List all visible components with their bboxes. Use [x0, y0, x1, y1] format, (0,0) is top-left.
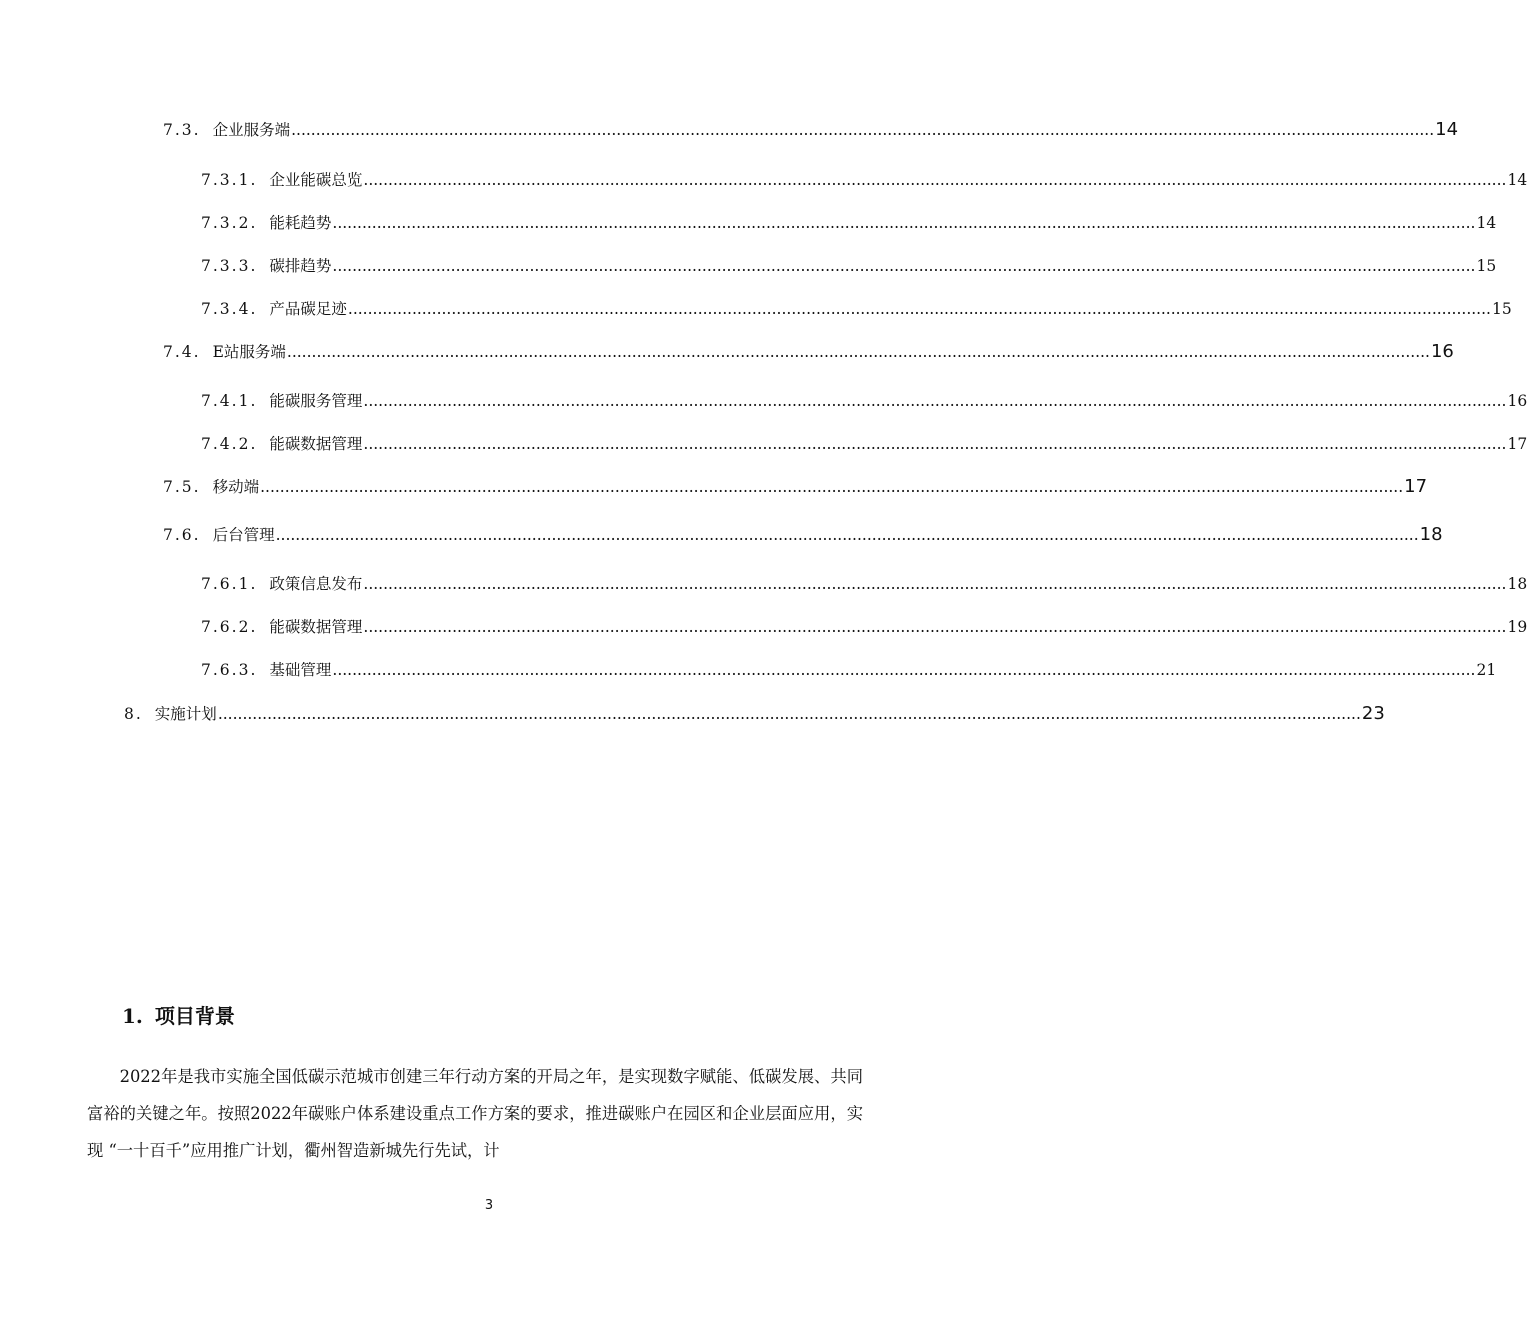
- toc-entry[interactable]: [201, 389, 1527, 411]
- toc-entry-page: 23: [1361, 703, 1385, 724]
- toc-entry[interactable]: [201, 615, 1527, 637]
- leader-dots: ........................................................................................................................................................................................................................................: [332, 214, 1476, 232]
- leader-dots: ........................................................................................................................................................................................................................................: [347, 300, 1491, 318]
- toc-entry-title: 基础管理: [269, 661, 332, 679]
- toc-entry-number: 7.6.: [163, 526, 201, 544]
- toc-entry[interactable]: [201, 254, 1497, 276]
- toc-entry-page: 15: [1476, 257, 1497, 275]
- toc-entry-number: 8.: [124, 705, 143, 723]
- toc-entry-title: 实施计划: [154, 705, 217, 723]
- toc-entry-title: 政策信息发布: [269, 575, 363, 593]
- toc-entry-title: 能碳数据管理: [269, 618, 363, 636]
- leader-dots: ........................................................................................................................................................................................................................................: [363, 575, 1507, 593]
- toc-entry-number: 7.6.3.: [201, 661, 258, 679]
- toc-entry-title: 移动端: [212, 478, 260, 496]
- toc-entry-title: 产品碳足迹: [269, 300, 347, 318]
- toc-entry-number: 7.3.4.: [201, 300, 258, 318]
- toc-entry-page: 17: [1507, 435, 1527, 453]
- toc-entry-page: 16: [1507, 392, 1527, 410]
- leader-dots: ........................................................................................................................................................................................................................................: [275, 526, 1419, 544]
- toc-entry-page: 19: [1507, 618, 1527, 636]
- toc-entry-number: 7.4.2.: [201, 435, 258, 453]
- toc-entry-title: 能耗趋势: [269, 214, 332, 232]
- toc-entry-title: 后台管理: [212, 526, 275, 544]
- leader-dots: ........................................................................................................................................................................................................................................: [291, 121, 1435, 139]
- leader-dots: ........................................................................................................................................................................................................................................: [363, 171, 1507, 189]
- section-heading: [122, 1000, 235, 1029]
- page-number: 3: [484, 1198, 494, 1213]
- toc-entry[interactable]: [124, 702, 1385, 724]
- leader-dots: ........................................................................................................................................................................................................................................: [332, 661, 1476, 679]
- toc-entry-page: 18: [1507, 575, 1527, 593]
- toc-entry-page: 18: [1419, 524, 1443, 545]
- toc-entry-number: 7.6.2.: [201, 618, 258, 636]
- leader-dots: ........................................................................................................................................................................................................................................: [332, 257, 1476, 275]
- toc-entry-number: 7.3.: [163, 121, 201, 139]
- toc-entry-page: 15: [1491, 300, 1512, 318]
- toc-entry[interactable]: [163, 475, 1428, 497]
- toc-entry-number: 7.3.1.: [201, 171, 258, 189]
- toc-entry-title: 能碳数据管理: [269, 435, 363, 453]
- toc-entry-page: 14: [1476, 214, 1497, 232]
- toc-entry-page: 17: [1404, 476, 1428, 497]
- toc-entry-title: E站服务端: [212, 343, 286, 361]
- leader-dots: ........................................................................................................................................................................................................................................: [363, 435, 1507, 453]
- toc-entry[interactable]: [201, 658, 1497, 680]
- toc-entry-page: 14: [1435, 119, 1459, 140]
- toc-entry-page: 16: [1430, 341, 1454, 362]
- toc-entry-number: 7.5.: [163, 478, 201, 496]
- toc-entry[interactable]: [163, 523, 1443, 545]
- toc-entry-title: 能碳服务管理: [269, 392, 363, 410]
- toc-entry-number: 7.6.1.: [201, 575, 258, 593]
- toc-entry-number: 7.3.2.: [201, 214, 258, 232]
- toc-entry[interactable]: [201, 211, 1497, 233]
- leader-dots: ........................................................................................................................................................................................................................................: [363, 392, 1507, 410]
- toc-entry-number: 7.3.3.: [201, 257, 258, 275]
- toc-entry[interactable]: [163, 118, 1459, 140]
- leader-dots: ........................................................................................................................................................................................................................................: [286, 343, 1430, 361]
- toc-entry-number: 7.4.: [163, 343, 201, 361]
- toc-entry-title: 企业能碳总览: [269, 171, 363, 189]
- leader-dots: ........................................................................................................................................................................................................................................: [217, 705, 1361, 723]
- body-text: [87, 1058, 863, 1169]
- toc-entry-title: 碳排趋势: [269, 257, 332, 275]
- paragraph: 2022年是我市实施全国低碳示范城市创建三年行动方案的开局之年，是实现数字赋能、低碳发展、共同富裕的关键之年。按照2022年碳账户体系建设重点工作方案的要求，推进碳账户在园区和企业层面应用，实现 “一十百千”应用推广计划，衢州智造新城先行先试，计: [87, 1067, 863, 1160]
- leader-dots: ........................................................................................................................................................................................................................................: [363, 618, 1507, 636]
- toc-entry[interactable]: [201, 432, 1527, 454]
- leader-dots: ........................................................................................................................................................................................................................................: [260, 478, 1404, 496]
- section-title: 项目背景: [154, 1004, 235, 1028]
- toc-entry[interactable]: [163, 340, 1454, 362]
- toc-entry-page: 14: [1507, 171, 1527, 189]
- toc-entry[interactable]: [201, 572, 1527, 594]
- section-number: 1.: [122, 1004, 143, 1028]
- toc-entry[interactable]: [201, 168, 1527, 190]
- toc-entry-title: 企业服务端: [212, 121, 291, 139]
- toc-entry[interactable]: [201, 297, 1512, 319]
- toc-entry-page: 21: [1476, 661, 1497, 679]
- toc-entry-number: 7.4.1.: [201, 392, 258, 410]
